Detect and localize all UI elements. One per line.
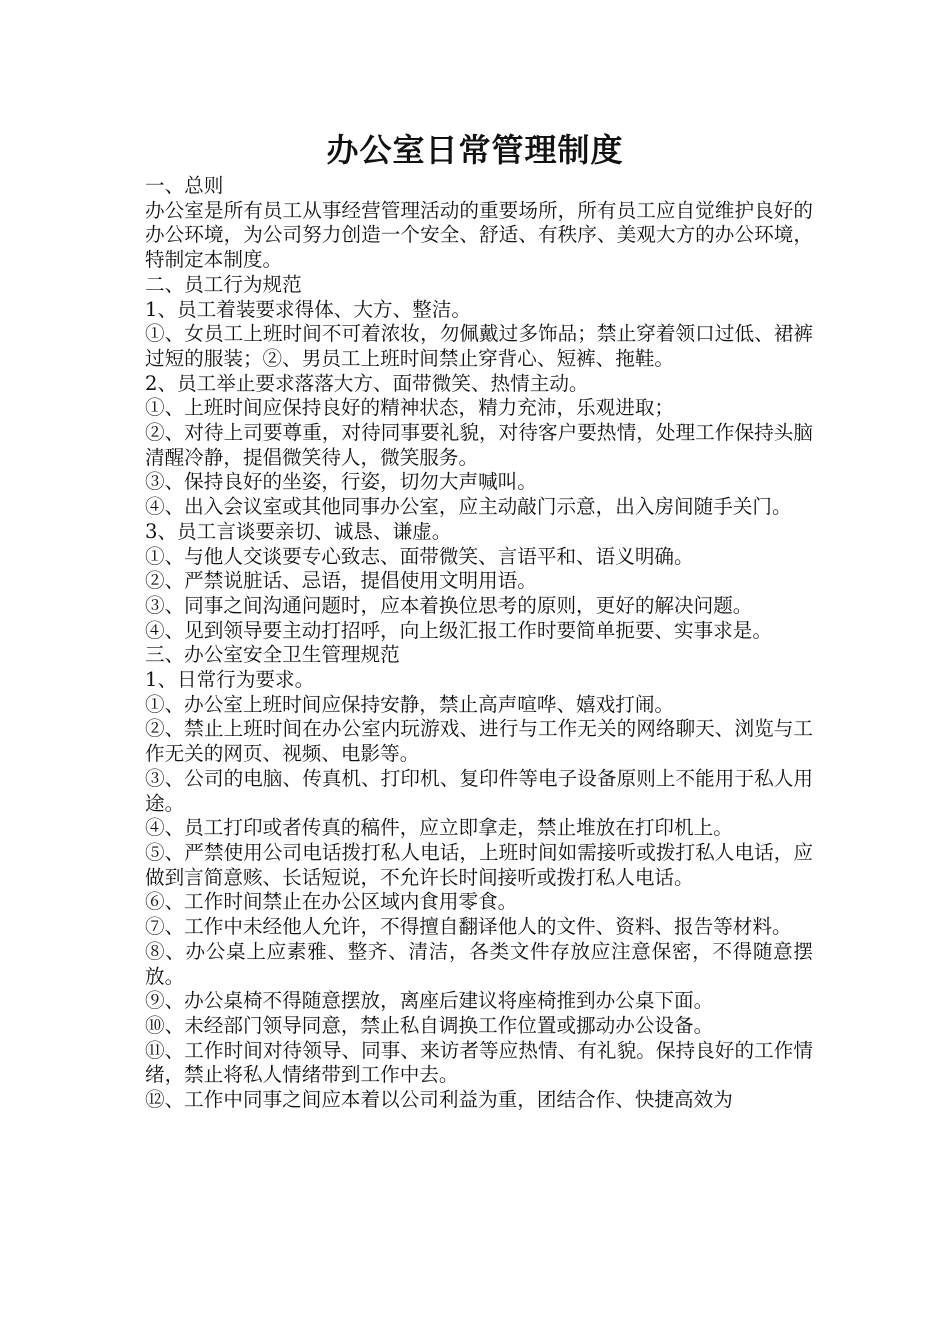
paragraph: ③、保持良好的坐姿，行姿，切勿大声喊叫。 [145, 470, 537, 494]
paragraph: ④、员工打印或者传真的稿件，应立即拿走，禁止堆放在打印机上。 [145, 816, 733, 840]
paragraph: ⑦、工作中未经他人允许，不得擅自翻译他人的文件、资料、报告等材料。 [145, 915, 792, 939]
paragraph: ①、女员工上班时间不可着浓妆，勿佩戴过多饰品；禁止穿着领口过低、裙裤过短的服装；②、男员工上班时间禁止穿背心、短裤、拖鞋。 [145, 322, 813, 370]
paragraph: ⑫、工作中同事之间应本着以公司利益为重，团结合作、快捷高效为 [145, 1088, 733, 1112]
subsection-heading: 3、员工言谈要亲切、诚恳、谦虚。 [145, 519, 452, 543]
document-title: 办公室日常管理制度 [326, 131, 624, 169]
paragraph: ④、出入会议室或其他同事办公室，应主动敲门示意，出入房间随手关门。 [145, 495, 792, 519]
subsection-heading: 2、员工举止要求落落大方、面带微笑、热情主动。 [145, 371, 589, 395]
subsection-heading: 1、日常行为要求。 [145, 668, 315, 692]
section-heading: 一、总则 [145, 174, 224, 197]
paragraph: ④、见到领导要主动打招呼，向上级汇报工作时要简单扼要、实事求是。 [145, 618, 772, 642]
paragraph: ②、禁止上班时间在办公室内玩游戏、进行与工作无关的网络聊天、浏览与工作无关的网页、视频、电影等。 [145, 717, 813, 766]
paragraph: ⑧、办公桌上应素雅、整齐、清洁，各类文件存放应注意保密，不得随意摆放。 [145, 939, 813, 988]
paragraph: ②、对待上司要尊重，对待同事要礼貌，对待客户要热情，处理工作保持头脑清醒冷静，提倡微笑待人，微笑服务。 [145, 421, 813, 469]
section-heading: 三、办公室安全卫生管理规范 [145, 643, 400, 667]
paragraph: ②、严禁说脏话、忌语，提倡使用文明用语。 [145, 569, 537, 593]
paragraph: ⑤、严禁使用公司电话拨打私人电话，上班时间如需接听或拨打私人电话，应做到言简意赅、长话短说，不允许长时间接听或拨打私人电话。 [145, 840, 813, 889]
paragraph: ③、同事之间沟通问题时，应本着换位思考的原则，更好的解决问题。 [145, 593, 753, 617]
paragraph: ①、办公室上班时间应保持安静，禁止高声喧哗、嬉戏打闹。 [145, 692, 675, 716]
paragraph: ⑩、未经部门领导同意，禁止私自调换工作位置或挪动办公设备。 [145, 1013, 714, 1037]
paragraph: ⑪、工作时间对待领导、同事、来访者等应热情、有礼貌。保持良好的工作情绪，禁止将私人情绪带到工作中去。 [145, 1038, 813, 1087]
paragraph: ⑨、办公桌椅不得随意摆放，离座后建议将座椅推到办公桌下面。 [145, 989, 714, 1013]
section-heading: 二、员工行为规范 [145, 272, 302, 296]
paragraph: ⑥、工作时间禁止在办公区域内食用零食。 [145, 890, 518, 914]
paragraph: 办公室是所有员工从事经营管理活动的重要场所，所有员工应自觉维护良好的办公环境，为公司努力创造一个安全、舒适、有秩序、美观大方的办公环境，特制定本制度。 [145, 198, 813, 272]
paragraph: ③、公司的电脑、传真机、打印机、复印件等电子设备原则上不能用于私人用途。 [145, 766, 813, 815]
document-body [145, 174, 813, 1113]
paragraph: ①、与他人交谈要专心致志、面带微笑、言语平和、语义明确。 [145, 544, 694, 568]
paragraph: ①、上班时间应保持良好的精神状态，精力充沛，乐观进取； [145, 396, 675, 420]
subsection-heading: 1、员工着装要求得体、大方、整洁。 [145, 297, 471, 321]
